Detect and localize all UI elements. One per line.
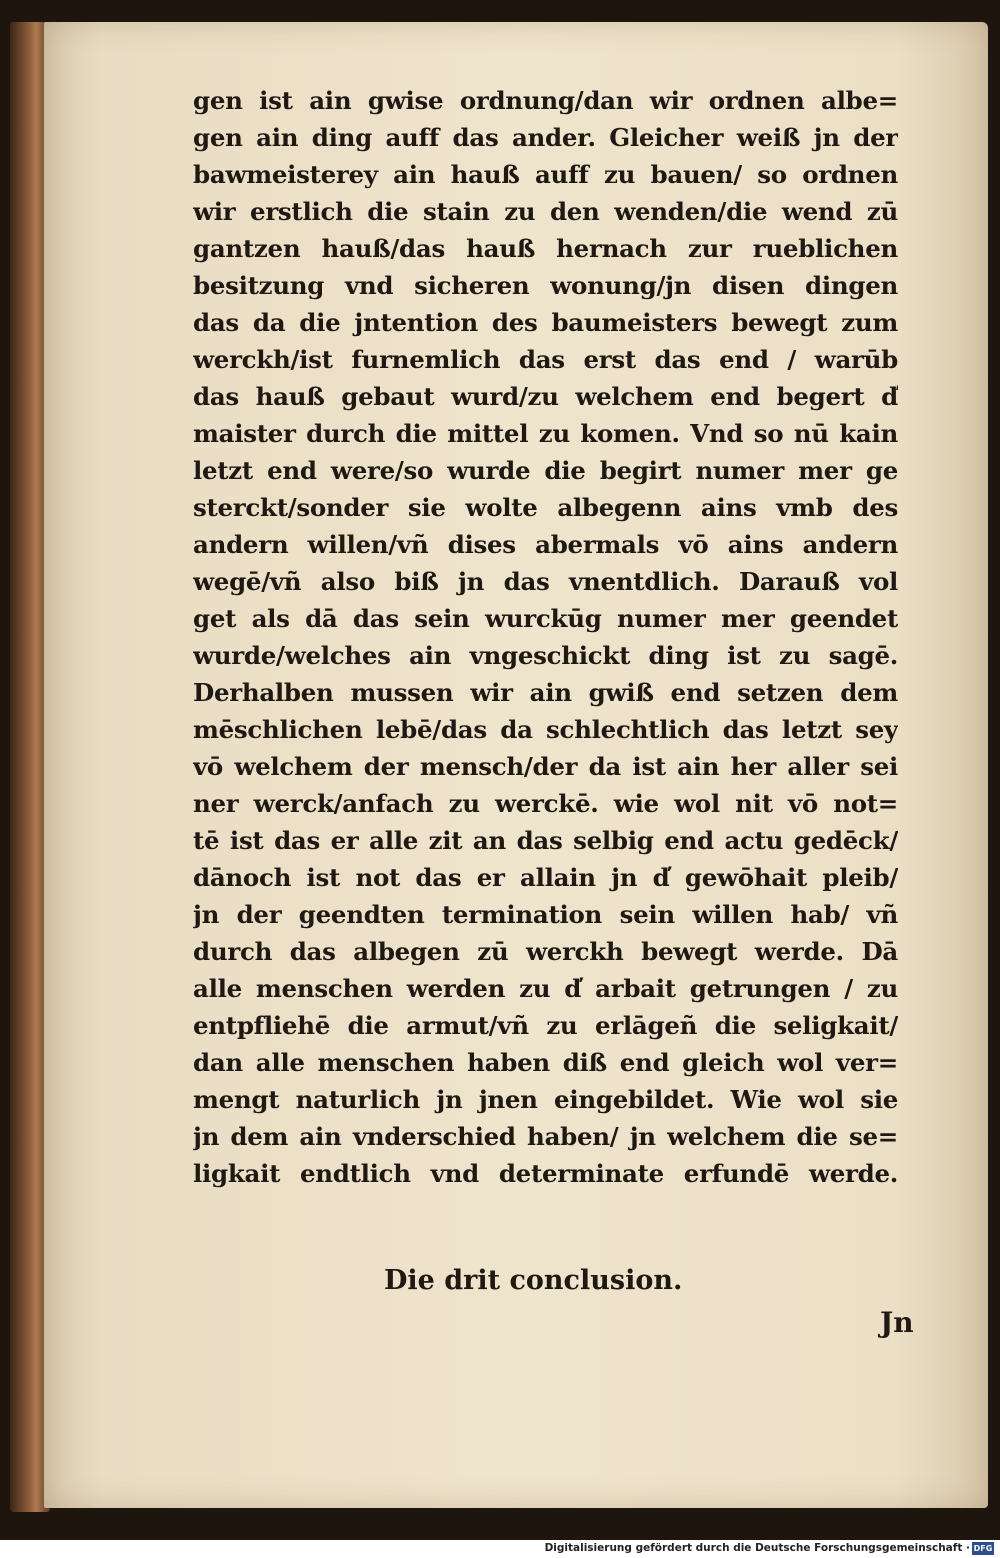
text-line: alle menschen werden zu d̕ arbait getrungen / zu xyxy=(193,974,898,1003)
text-line: das da die jntention des baumeisters bewegt zum xyxy=(193,308,898,337)
text-line: gen ist ain gwise ordnung/dan wir ordnen albe= xyxy=(193,86,898,115)
dfg-logo-icon: DFG xyxy=(973,1544,993,1553)
text-line: bawmeisterey ain hauß auff zu bauen/ so ordnen xyxy=(193,160,898,189)
body-text xyxy=(193,82,898,1192)
text-line: ligkait endtlich vnd determinate erfundē werde. xyxy=(193,1159,898,1188)
text-line: jn dem ain vnderschied haben/ jn welchem die se= xyxy=(193,1122,898,1151)
text-line: wir erstlich die stain zu den wenden/die wend zū xyxy=(193,197,898,226)
text-line: letzt end were/so wurde die begirt numer mer ge xyxy=(193,456,898,485)
text-line: mengt naturlich jn jnen eingebildet. Wie wol sie xyxy=(193,1085,898,1114)
text-line: get als dā das sein wurckūg numer mer geendet xyxy=(193,604,898,633)
text-line: sterckt/sonder sie wolte albegenn ains vmb des xyxy=(193,493,898,522)
footer-credit: Digitalisierung gefördert durch die Deutsche Forschungsgemeinschaft · xyxy=(544,1542,970,1554)
catchword: Jn xyxy=(880,1306,914,1339)
footer-bar xyxy=(0,1540,1000,1558)
text-line: dan alle menschen haben diß end gleich wol ver= xyxy=(193,1048,898,1077)
text-line: besitzung vnd sicheren wonung/jn disen dingen xyxy=(193,271,898,300)
text-line: jn der geendten termination sein willen hab/ vñ xyxy=(193,900,898,929)
text-line: gen ain ding auff das ander. Gleicher weiß jn der xyxy=(193,123,898,152)
text-line: andern willen/vñ dises abermals vō ains andern xyxy=(193,530,898,559)
text-line: mēschlichen lebē/das da schlechtlich das letzt sey xyxy=(193,715,898,744)
text-line: entpfliehē die armut/vñ zu erlāgeñ die seligkait/ xyxy=(193,1011,898,1040)
text-line: wurde/welches ain vngeschickt ding ist zu sagē. xyxy=(193,641,898,670)
text-line: dānoch ist not das er allain jn d̕ gewōhait pleib/ xyxy=(193,863,898,892)
text-line: gantzen hauß/das hauß hernach zur rueblichen xyxy=(193,234,898,263)
text-line: Derhalben mussen wir ain gwiß end setzen dem xyxy=(193,678,898,707)
text-line: durch das albegen zū werckh bewegt werde. Dā xyxy=(193,937,898,966)
text-line: vō welchem der mensch/der da ist ain her aller sei xyxy=(193,752,898,781)
text-line: tē ist das er alle zit an das selbig end actu gedēck/ xyxy=(193,826,898,855)
text-line: das hauß gebaut wurd/zu welchem end begert d̕ xyxy=(193,382,898,411)
text-line: maister durch die mittel zu komen. Vnd so nū kain xyxy=(193,419,898,448)
text-line: werckh/ist furnemlich das erst das end / warūb xyxy=(193,345,898,374)
section-heading: Die drit conclusion. xyxy=(384,1265,683,1296)
text-line: ner werck/anfach zu werckē. wie wol nit vō not= xyxy=(193,789,898,818)
text-line: wegē/vñ also biß jn das vnentdlich. Darauß vol xyxy=(193,567,898,596)
